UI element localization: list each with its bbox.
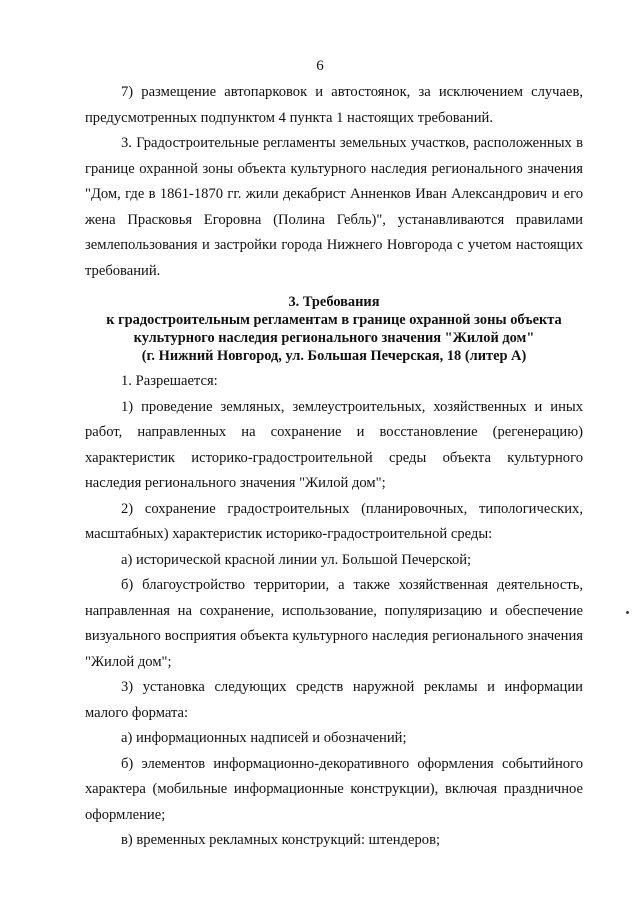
paragraph-item-3: 3) установка следующих средств наружной рекламы и информации малого формата: [85,679,583,721]
section-heading [85,293,583,365]
paragraph-item-2a: а) исторической красной линии ул. Большой Печерской; [121,551,472,568]
paragraph-item-3b: б) элементов информационно-декоративного оформления событийного характера (мобильные информационные конструкции), включая праздничное оформление; [85,755,583,823]
page-number: 6 [316,58,324,74]
paragraph-item-3c: в) временных рекламных конструкций: штендеров; [121,832,441,848]
paragraph-parking: 7) размещение автопарковок и автостоянок, за исключением случаев, предусмотренных подпунктом 4 пункта 1 настоящих требований. [85,84,583,126]
paragraph-allowed: 1. Разрешается: [121,373,218,389]
section-heading-title: 3. Требования [288,294,380,310]
margin-dot [626,611,629,614]
paragraph-item-3a: а) информационных надписей и обозначений; [121,730,407,746]
section-heading-line-2: к градостроительным регламентам в границе охранной зоны объекта [106,312,562,328]
section-heading-address: (г. Нижний Новгород, ул. Большая Печерская, 18 (литер А) [141,348,527,364]
paragraph-item-1: 1) проведение земляных, землеустроительных, хозяйственных и иных работ, направленных на сохранение и восстановление (регенерацию) характеристик историко-градостроительной среды объекта культурного наследия регионального значения "Жилой дом"; [85,398,583,491]
document-body [85,80,583,854]
section-heading-line-3: культурного наследия регионального значения "Жилой дом" [133,330,535,346]
paragraph-item-2: 2) сохранение градостроительных (планировочных, типологических, масштабных) характеристик историко-градостроительной среды: [85,500,583,542]
paragraph-regulations: 3. Градостроительные регламенты земельных участков, расположенных в границе охранной зоны объекта культурного наследия регионального значения "Дом, где в 1861-1870 гг. жили декабрист Анненков Иван Александрович и его жена Прасковья Егоровна (Полина Гебль)", устанавливаются правилами землепользования и застройки города Нижнего Новгорода с учетом настоящих требований. [85,135,583,279]
paragraph-item-2b: б) благоустройство территории, а также хозяйственная деятельность, направленная на сохранение, использование, популяризацию и обеспечение визуального восприятия объекта культурного наследия регионального значения "Жилой дом"; [85,577,583,670]
